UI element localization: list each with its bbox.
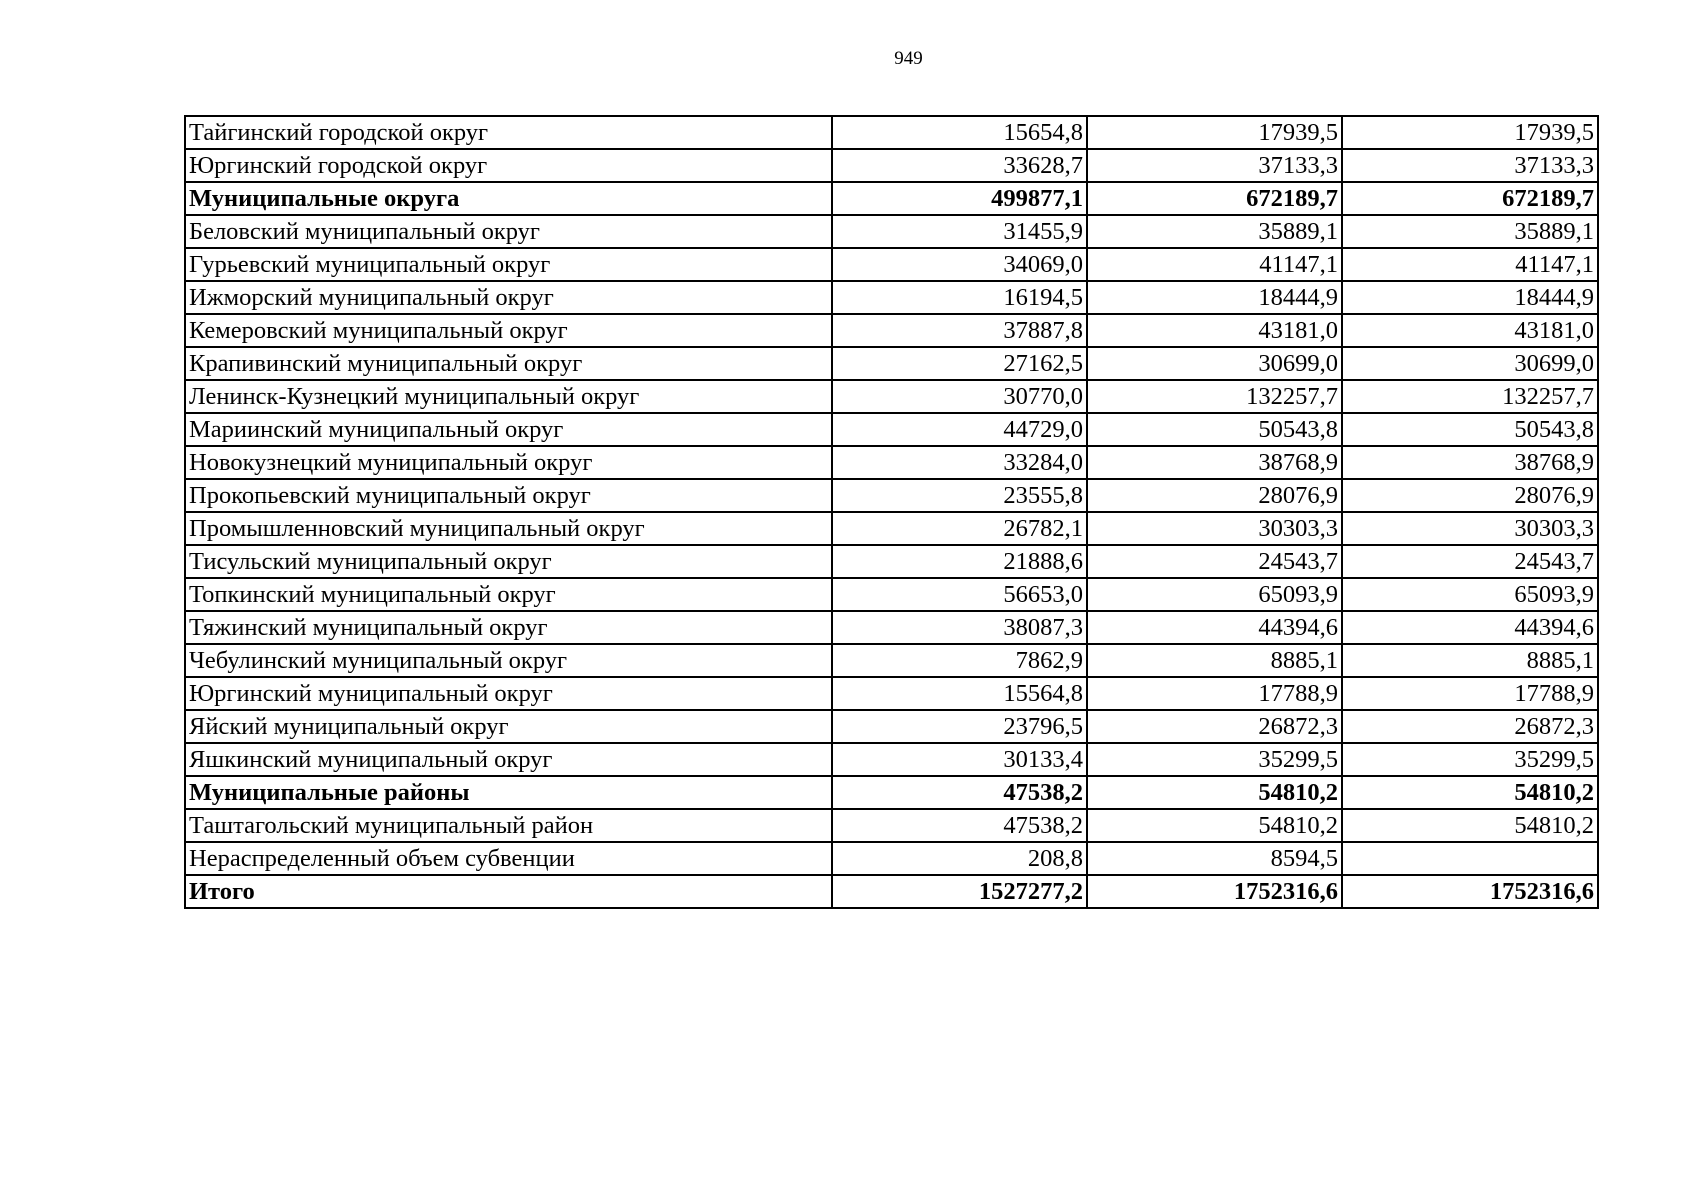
row-value-1-cell: 7862,9	[832, 644, 1087, 677]
row-value-3-cell: 54810,2	[1342, 776, 1598, 809]
row-value-3-cell: 24543,7	[1342, 545, 1598, 578]
row-name-cell: Ижморский муниципальный округ	[185, 281, 832, 314]
row-name-cell: Тяжинский муниципальный округ	[185, 611, 832, 644]
table-row	[185, 644, 1598, 677]
table-row	[185, 842, 1598, 875]
row-name-cell: Муниципальные округа	[185, 182, 832, 215]
row-value-1-cell: 30133,4	[832, 743, 1087, 776]
row-value-3-cell: 1752316,6	[1342, 875, 1598, 908]
table-row	[185, 281, 1598, 314]
row-name-cell: Муниципальные районы	[185, 776, 832, 809]
row-value-2-cell: 54810,2	[1087, 776, 1342, 809]
row-value-2-cell: 30303,3	[1087, 512, 1342, 545]
row-value-1-cell: 23796,5	[832, 710, 1087, 743]
row-value-3-cell: 30303,3	[1342, 512, 1598, 545]
row-value-2-cell: 672189,7	[1087, 182, 1342, 215]
table-row	[185, 512, 1598, 545]
row-value-1-cell: 44729,0	[832, 413, 1087, 446]
row-value-1-cell: 21888,6	[832, 545, 1087, 578]
table-row	[185, 809, 1598, 842]
row-name-cell: Таштагольский муниципальный район	[185, 809, 832, 842]
row-name-cell: Новокузнецкий муниципальный округ	[185, 446, 832, 479]
row-value-1-cell: 33284,0	[832, 446, 1087, 479]
row-value-3-cell	[1342, 842, 1598, 875]
table-row-subtotal	[185, 875, 1598, 908]
row-value-2-cell: 8885,1	[1087, 644, 1342, 677]
row-value-3-cell: 17939,5	[1342, 116, 1598, 149]
row-value-2-cell: 28076,9	[1087, 479, 1342, 512]
table-row	[185, 446, 1598, 479]
row-value-3-cell: 38768,9	[1342, 446, 1598, 479]
row-name-cell: Крапивинский муниципальный округ	[185, 347, 832, 380]
row-name-cell: Беловский муниципальный округ	[185, 215, 832, 248]
table-row	[185, 479, 1598, 512]
row-value-1-cell: 31455,9	[832, 215, 1087, 248]
row-value-2-cell: 37133,3	[1087, 149, 1342, 182]
row-value-2-cell: 18444,9	[1087, 281, 1342, 314]
row-value-1-cell: 33628,7	[832, 149, 1087, 182]
row-name-cell: Итого	[185, 875, 832, 908]
table-row-subtotal	[185, 776, 1598, 809]
row-value-2-cell: 24543,7	[1087, 545, 1342, 578]
row-value-2-cell: 50543,8	[1087, 413, 1342, 446]
row-value-2-cell: 35889,1	[1087, 215, 1342, 248]
row-value-2-cell: 44394,6	[1087, 611, 1342, 644]
row-value-3-cell: 54810,2	[1342, 809, 1598, 842]
row-value-2-cell: 38768,9	[1087, 446, 1342, 479]
row-value-1-cell: 26782,1	[832, 512, 1087, 545]
row-value-2-cell: 132257,7	[1087, 380, 1342, 413]
row-value-3-cell: 17788,9	[1342, 677, 1598, 710]
table-row	[185, 710, 1598, 743]
row-value-3-cell: 672189,7	[1342, 182, 1598, 215]
row-value-1-cell: 208,8	[832, 842, 1087, 875]
row-name-cell: Гурьевский муниципальный округ	[185, 248, 832, 281]
row-value-3-cell: 65093,9	[1342, 578, 1598, 611]
row-value-2-cell: 17788,9	[1087, 677, 1342, 710]
row-name-cell: Кемеровский муниципальный округ	[185, 314, 832, 347]
table-row	[185, 149, 1598, 182]
row-value-3-cell: 26872,3	[1342, 710, 1598, 743]
row-value-2-cell: 54810,2	[1087, 809, 1342, 842]
row-value-1-cell: 499877,1	[832, 182, 1087, 215]
table-row	[185, 380, 1598, 413]
table-row	[185, 347, 1598, 380]
table-row	[185, 545, 1598, 578]
row-value-2-cell: 26872,3	[1087, 710, 1342, 743]
row-value-1-cell: 47538,2	[832, 809, 1087, 842]
table-row	[185, 215, 1598, 248]
table-row	[185, 116, 1598, 149]
row-value-1-cell: 34069,0	[832, 248, 1087, 281]
row-name-cell: Тисульский муниципальный округ	[185, 545, 832, 578]
budget-table-body	[185, 116, 1598, 908]
row-value-1-cell: 1527277,2	[832, 875, 1087, 908]
row-value-2-cell: 30699,0	[1087, 347, 1342, 380]
row-name-cell: Промышленновский муниципальный округ	[185, 512, 832, 545]
row-value-3-cell: 35889,1	[1342, 215, 1598, 248]
row-name-cell: Юргинский муниципальный округ	[185, 677, 832, 710]
table-row	[185, 743, 1598, 776]
table-row-subtotal	[185, 182, 1598, 215]
row-name-cell: Мариинский муниципальный округ	[185, 413, 832, 446]
row-value-2-cell: 65093,9	[1087, 578, 1342, 611]
row-value-2-cell: 8594,5	[1087, 842, 1342, 875]
row-value-1-cell: 30770,0	[832, 380, 1087, 413]
row-value-1-cell: 38087,3	[832, 611, 1087, 644]
row-name-cell: Яйский муниципальный округ	[185, 710, 832, 743]
row-value-3-cell: 132257,7	[1342, 380, 1598, 413]
row-value-2-cell: 17939,5	[1087, 116, 1342, 149]
table-row	[185, 578, 1598, 611]
row-value-2-cell: 35299,5	[1087, 743, 1342, 776]
row-value-3-cell: 43181,0	[1342, 314, 1598, 347]
row-value-2-cell: 43181,0	[1087, 314, 1342, 347]
page-number: 949	[894, 48, 923, 69]
row-value-1-cell: 15654,8	[832, 116, 1087, 149]
table-row	[185, 248, 1598, 281]
row-value-3-cell: 37133,3	[1342, 149, 1598, 182]
row-value-3-cell: 18444,9	[1342, 281, 1598, 314]
row-value-1-cell: 23555,8	[832, 479, 1087, 512]
table-row	[185, 413, 1598, 446]
row-name-cell: Нераспределенный объем субвенции	[185, 842, 832, 875]
table-row	[185, 611, 1598, 644]
row-value-1-cell: 27162,5	[832, 347, 1087, 380]
row-name-cell: Ленинск-Кузнецкий муниципальный округ	[185, 380, 832, 413]
row-name-cell: Юргинский городской округ	[185, 149, 832, 182]
row-value-1-cell: 37887,8	[832, 314, 1087, 347]
row-value-3-cell: 41147,1	[1342, 248, 1598, 281]
row-value-3-cell: 8885,1	[1342, 644, 1598, 677]
row-name-cell: Топкинский муниципальный округ	[185, 578, 832, 611]
row-value-1-cell: 16194,5	[832, 281, 1087, 314]
row-name-cell: Чебулинский муниципальный округ	[185, 644, 832, 677]
row-name-cell: Тайгинский городской округ	[185, 116, 832, 149]
row-value-3-cell: 50543,8	[1342, 413, 1598, 446]
row-value-1-cell: 56653,0	[832, 578, 1087, 611]
row-value-3-cell: 30699,0	[1342, 347, 1598, 380]
row-value-1-cell: 15564,8	[832, 677, 1087, 710]
row-name-cell: Прокопьевский муниципальный округ	[185, 479, 832, 512]
table-row	[185, 677, 1598, 710]
row-value-3-cell: 35299,5	[1342, 743, 1598, 776]
budget-table	[184, 115, 1599, 909]
row-value-1-cell: 47538,2	[832, 776, 1087, 809]
row-value-3-cell: 28076,9	[1342, 479, 1598, 512]
row-value-2-cell: 41147,1	[1087, 248, 1342, 281]
row-value-3-cell: 44394,6	[1342, 611, 1598, 644]
table-row	[185, 314, 1598, 347]
row-name-cell: Яшкинский муниципальный округ	[185, 743, 832, 776]
row-value-2-cell: 1752316,6	[1087, 875, 1342, 908]
